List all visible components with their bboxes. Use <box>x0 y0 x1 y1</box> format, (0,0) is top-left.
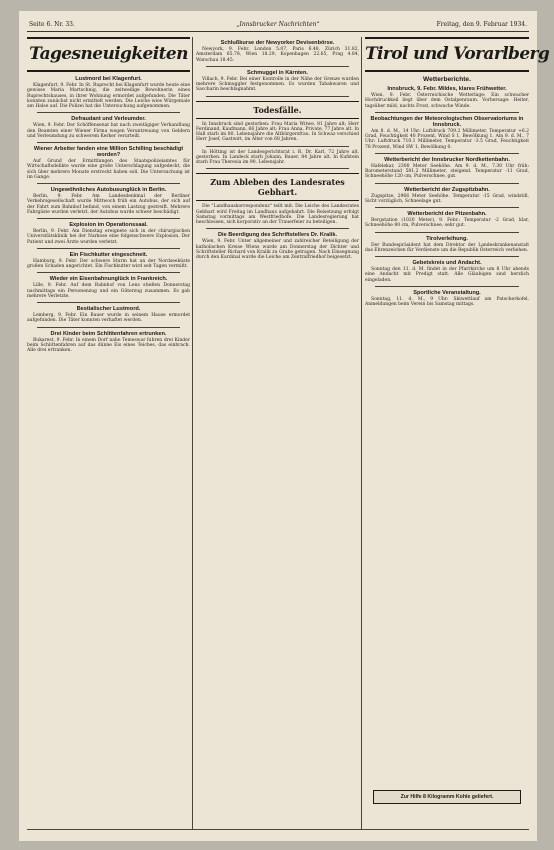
article-separator <box>37 302 180 303</box>
article-headline: Lustmord bei Klagenfurt. <box>75 76 142 82</box>
article <box>27 116 190 143</box>
article-headline: Zum Ableben des Landesrates Gebhart. <box>196 173 359 201</box>
article <box>365 211 529 233</box>
article-headline: Ungewöhnliches Autobusunglück in Berlin. <box>50 187 167 193</box>
article-body: Villach, 9. Febr. Bei einer Kontrolle in der Nähe der Grenze wurden mehrere Schmuggler festgenommen. Es wurden Tabakwaren und Saccharin beschlagnahmt. <box>196 76 359 93</box>
article <box>27 252 190 274</box>
boxed-notice: Zur Hilfe 8 Kilogramm Kohle geliefert. <box>373 790 521 804</box>
article <box>196 232 359 260</box>
article-headline: Todesfälle. <box>196 101 359 119</box>
article-separator <box>206 66 349 67</box>
newspaper-page <box>19 11 550 841</box>
article-headline: Sportliche Veranstaltung. <box>413 289 481 296</box>
article-headline: Wetterbericht der Pitzenbahn. <box>407 211 487 217</box>
article-separator <box>375 153 519 154</box>
article-list <box>365 86 529 307</box>
article <box>27 306 190 328</box>
article-separator <box>37 142 180 143</box>
article-body: Der Bundespräsident hat dem Direktor der Landeskrankenanstalt das Ehrenzeichen für Verdienste um die Republik Österreich verliehen. <box>365 242 529 253</box>
article <box>27 76 190 113</box>
column-rule <box>192 37 193 829</box>
article-headline: Explosion im Operationssaal. <box>69 222 148 228</box>
article-headline: Bestialischer Lustmord. <box>76 306 141 312</box>
article-separator <box>37 327 180 328</box>
article-body: Berlin, 9. Febr. Am Landesdenkmal der Berliner Verkehrsgesellschaft wurde Mittwoch früh ein Autobus, der sich auf der Fahrt zum Bahnhof befand, von einem Lastzug gestreift. Mehrere Fahrgäste wurden verletzt, der Autobus wurde schwer beschädigt. <box>27 194 190 215</box>
article-separator <box>375 232 519 233</box>
bottom-rule <box>27 829 529 830</box>
article-body: Zugspitze, 2966 Meter Seehöhe. Temperatur -15 Grad, windstill, Sicht vorzüglich, Schneelage gut. <box>365 193 529 204</box>
article-body: Newyork, 9. Febr. London 5.07, Paris 6.48, Zürich 31.82, Amsterdam 65.78, Wien 18.29, Kopenhagen 22.65, Prag 4.84, Warschau 18.45. <box>196 47 359 63</box>
article-body: Auf Grund der Ermittlungen des Staatspolizeiamtes für Wirtschaftsdelikte wurde eine große Unterschlagung aufgedeckt, die sich über mehrere Monate erstreckt haben soll. Die Untersuchung ist im Gange. <box>27 159 190 180</box>
article-headline: Schlußkurse der Newyorker Devisenbörse. <box>220 40 335 46</box>
article-separator <box>37 183 180 184</box>
article-body: Wien, 9. Febr. Unter allgemeiner und zahlreicher Beteiligung der katholischen Kreise Wiens wurde am Donnerstag der Dichter und Schriftsteller Richard von Kralik zu Grabe getragen. Nach Einsegnung durch den Kardinal wurde die Leiche am Zentralfriedhof beigesetzt. <box>196 239 359 260</box>
running-header <box>27 18 529 32</box>
article-headline: Beobachtungen der Meteorologischen Observatoriums in Innsbruck. <box>370 115 524 128</box>
article-body: Berlin, 9. Febr. Am Dienstag ereignete sich in der chirurgischen Universitätsklinik bei der Narkose eine folgenschwere Explosion. Der Patient und zwei Ärzte wurden verletzt. <box>27 229 190 245</box>
column-tirol-vorarlberg <box>365 37 550 832</box>
article-body: Bergstation (1020 Meter), 9. Febr.: Temperatur -2 Grad, klar, Schneehöhe 80 cm, Pulverschnee, sehr gut. <box>365 218 529 229</box>
issue-date: Freitag, den 9. Februar 1934. <box>436 21 527 28</box>
article <box>365 260 529 287</box>
article-headline: Schmuggel in Kärnten. <box>247 69 308 76</box>
article <box>196 70 359 97</box>
article-body: Klagenfurt, 9. Febr. In St. Ruprecht bei Klagenfurt wurde heute eine gewisse Maria Martschnig, die zeitweilige Bewohnerin eines Ruprechtshauses, in ihrer Wohnung ermordet aufgefunden. Die Täter konnten zunächst nicht ermittelt werden. Die Leiche wies Würgemale am Halse auf. Die Polizei hat die Untersuchung aufgenommen. <box>27 83 190 109</box>
article-separator <box>206 228 349 229</box>
article-separator <box>375 256 519 257</box>
article-list <box>27 76 190 353</box>
article <box>196 40 359 67</box>
article-body: Am 8. d. M., 14 Uhr: Luftdruck 709.2 Millimeter, Temperatur +6.2 Grad, Feuchtigkeit 40 Prozent, Wind S 1, Bewölkung 1. Am 9. d. M., 7 Uhr: Luftdruck 710.1 Millimeter, Temperatur -3.5 Grad, Feuchtigkeit 78 Prozent, Wind SW 1, Bewölkung 0. <box>365 128 529 150</box>
article-headline: Wetterbericht der Innsbrucker Nordkettenbahn. <box>384 156 510 163</box>
article-body: Sonntag, 11. d. M., 9 Uhr: Skiwettlauf am Patscherkofel. Anmeldungen beim Verein bis Samstag mittags. <box>365 296 529 307</box>
article-body: Wien, 9. Febr. Der Schöffensenat hat nach zweitägiger Verhandlung den Beamten einer Wiener Firma wegen Veruntreuung von Geldern und Verleumdung zu schwerem Kerker verurteilt. <box>27 123 190 139</box>
article-headline: Gebetskreis und Andacht. <box>412 260 482 266</box>
article-body: Lille, 9. Febr. Auf dem Bahnhof von Lens stießen Donnerstag nachmittags ein Personenzug und ein Güterzug zusammen. Es gab mehrere Verletzte. <box>27 283 190 299</box>
article <box>365 187 529 209</box>
article-separator <box>206 168 349 169</box>
article-body: Hafelekar, 2300 Meter Seehöhe. Am 9. d. M., 7.30 Uhr früh: Barometerstand 581.2 Millimeter, steigend. Temperatur -11 Grad, Schneehöhe 120 cm, Pulverschnee, gut. <box>365 163 529 180</box>
section-masthead: Tirol und Vorarlberg <box>365 37 529 72</box>
article-headline: Ein Fischkutter eingeschneit. <box>69 251 148 258</box>
article <box>365 290 529 308</box>
article-separator <box>37 112 180 113</box>
page-number: Seite 6. Nr. 33. <box>29 21 75 28</box>
article-separator <box>375 112 519 113</box>
article-separator <box>375 183 519 184</box>
section-subhead: Wetterberichte. <box>423 76 471 83</box>
article-separator <box>375 207 519 208</box>
article <box>27 331 190 354</box>
article-body: Die "Landhauskorrespondenz" teilt mit: Die Leiche des Landesrates Gebhart wird Freitag im Landhaus aufgebahrt. Die Beisetzung erfolgt Samstag vormittags am Westfriedhofe. Die Landesregierung hat beschlossen, sich korporativ an der Trauerfeier zu beteiligen. <box>196 204 359 225</box>
article-body: Bukarest, 9. Febr. In einem Dorf nahe Temeswar fuhren drei Kinder beim Schlittenfahren auf das dünne Eis eines Teiches, das einbrach. Alle drei ertranken. <box>27 337 190 353</box>
article-separator <box>206 96 349 97</box>
article <box>365 86 529 113</box>
article-body: Wien, 9. Febr. Österreichische Wetterlage: Ein schwacher Hochdruckkeil liegt über dem Ostalpenraum. Vorhersage: Heiter, tagsüber mild, nachts Frost, schwache Winde. <box>365 93 529 109</box>
newspaper-title: „Innsbrucker Nachrichten“ <box>236 21 320 28</box>
section-masthead: Tagesneuigkeiten <box>27 37 190 72</box>
article <box>196 150 359 170</box>
column-tagesneuigkeiten <box>27 37 190 832</box>
article <box>196 173 359 229</box>
article <box>365 116 529 154</box>
article-body: Hamburg, 9. Febr. Der schwere Sturm hat an der Nordseeküste großen Schaden angerichtet. Ein Fischkutter wird seit Tagen vermißt. <box>27 258 190 269</box>
article <box>27 222 190 249</box>
article-headline: Die Beerdigung des Schriftstellers Dr. Kralik. <box>217 232 338 239</box>
article-body: Lemberg, 9. Febr. Ein Bauer wurde in seinem Hause ermordet aufgefunden. Die Täter konnten verhaftet werden. <box>27 313 190 324</box>
article-headline: Innsbruck, 9. Febr. Mildes, klares Frühwetter. <box>387 86 507 92</box>
article <box>365 157 529 184</box>
article-headline: Wiener Arbeiter fanden eine Million Schilling beschädigt worden? <box>33 146 184 158</box>
article <box>365 236 529 258</box>
article-separator <box>37 248 180 249</box>
article-body: In Innsbruck sind gestorben: Frau Maria Witwe, 81 Jahre alt; Herr Ferdinand, Kaufmann, 66 Jahre alt; Frau Anna, Private, 77 Jahre alt. In Hall starb im 80. Lebensjahre die Altbürgersfrau. In Schwaz verschied Herr Josef, Gastwirt, im Alter von 68 Jahren. <box>196 121 359 143</box>
article-headline: Drei Kinder beim Schlittenfahren ertrunken. <box>50 330 167 337</box>
article-separator <box>375 286 519 287</box>
article-headline: Tirolverleihung. <box>426 235 468 242</box>
article-separator <box>37 218 180 219</box>
article-separator <box>37 272 180 273</box>
article <box>27 187 190 219</box>
article-headline: Defraudant und Verleumder. <box>71 116 146 123</box>
article-headline: Wetterbericht der Zugspitzbahn. <box>404 186 490 193</box>
article <box>196 101 359 147</box>
column-rule <box>361 37 362 829</box>
article-body: In Hötting ist der Landesgerichtsrat i. R. Dr. Karl, 72 Jahre alt, gestorben. In Landeck starb Johann, Bauer, 84 Jahre alt. In Kufstein starb Frau Theresia im 90. Lebensjahr. <box>196 149 359 165</box>
article <box>27 146 190 184</box>
article-headline: Wieder ein Eisenbahnunglück in Frankreich. <box>49 276 168 283</box>
article-body: Sonntag den 11. d. M. findet in der Pfarrkirche um 8 Uhr abends eine Andacht mit Predigt statt. Alle Gläubigen sind herzlich eingeladen. <box>365 267 529 283</box>
article-separator <box>206 146 349 147</box>
column-middle <box>196 37 359 832</box>
article-list <box>196 40 359 260</box>
article <box>27 276 190 303</box>
